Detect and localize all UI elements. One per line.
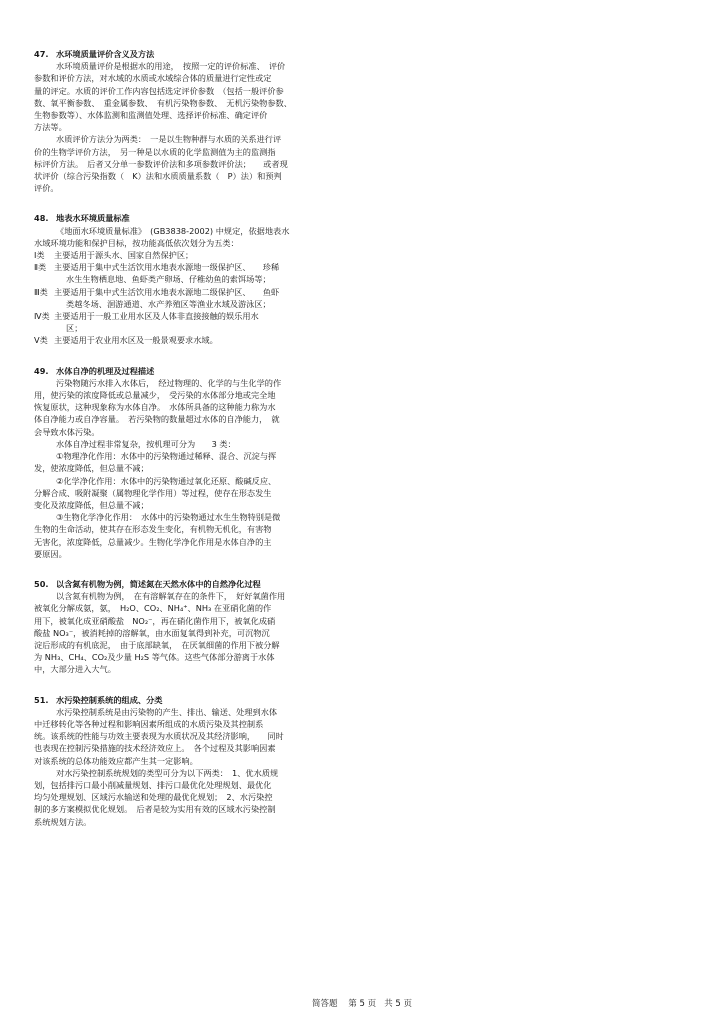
water-class-text: 主要适用于集中式生活饮用水地表水源地二级保护区、 鱼虾 xyxy=(54,286,280,297)
question-number: 51. xyxy=(34,694,49,705)
answer-line: 恢复原状，这种现象称为水体自净。 水体所具备的这种能力称为水 xyxy=(34,402,276,413)
answer-line: 被氧化分解成氨，氨， H₂O、CO₂、NH₄⁺、NH₃ 在亚硝化菌的作 xyxy=(34,603,272,614)
answer-line: 体自净能力或自净容量。 若污染物的数量超过水体的自净能力， 就 xyxy=(34,414,280,425)
water-class-text: 主要适用于源头水、国家自然保护区； xyxy=(54,250,194,261)
answer-line: 统。该系统的性能与功效主要表现为水质状况及其经济影响， 同时 xyxy=(34,731,284,742)
question-heading xyxy=(34,212,352,224)
water-class-row xyxy=(34,286,352,298)
answer-line: 用，使污染的浓度降低或总量减少， 受污染的水体部分地或完全地 xyxy=(34,390,276,401)
answer-line: 数、氧平衡参数、 重金属参数、 有机污染物参数、 无机污染物参数、 xyxy=(34,97,292,108)
answer-line: 无害化，浓度降低，总量减少。生物化学净化作用是水体自净的主 xyxy=(34,536,272,547)
answer-line: 评价。 xyxy=(34,183,59,194)
answer-line: 以含氮有机物为例， 在有溶解氧存在的条件下， 好好氧菌作用 xyxy=(56,591,286,602)
answer-line: ③生物化学净化作用： 水体中的污染物通过水生生物特别是微 xyxy=(56,512,281,523)
question-section xyxy=(34,365,352,560)
water-class-label xyxy=(34,298,54,310)
question-section xyxy=(34,48,352,194)
question-title: 水污染控制系统的组成、分类 xyxy=(56,694,163,705)
water-class-label: Ⅱ类 xyxy=(34,262,47,273)
answer-line: 系统规划方法。 xyxy=(34,816,92,827)
water-class-row xyxy=(34,249,352,261)
document-content xyxy=(34,48,352,846)
answer-line: 中迁移转化等各种过程和影响因素所组成的水质污染及其控制系 xyxy=(34,718,264,729)
water-class-row xyxy=(34,261,352,273)
answer-line: 酸盐 NO₃⁻，被消耗掉的溶解氧，由水面复氧得到补充，可沉物沉 xyxy=(34,627,270,638)
answer-line: ①物理净化作用：水体中的污染物通过稀释、混合、沉淀与挥 xyxy=(56,451,277,462)
water-class-row xyxy=(34,310,352,322)
answer-line: 为 NH₃、CH₄、CO₂及少量 H₂S 等气体。这些气体部分游离于水体 xyxy=(34,652,275,663)
water-class-text: 类越冬场、洄游通道、水产养殖区等渔业水域及游泳区； xyxy=(66,298,271,309)
water-class-text: 主要适用于集中式生活饮用水地表水源地一级保护区、 珍稀 xyxy=(54,262,280,273)
answer-line: 《地面水环境质量标准》 (GB3838-2002) 中规定，依据地表水 xyxy=(56,225,290,236)
answer-line: 参数和评价方法，对水域的水质或水域综合体的质量进行定性或定 xyxy=(34,73,272,84)
answer-line: 发，使浓度降低，但总量不减； xyxy=(34,463,149,474)
answer-line: 方法等。 xyxy=(34,122,67,133)
question-heading xyxy=(34,48,352,60)
answer-line: 量的评定。水质的评价工作内容包括选定评价参数 （包括一般评价参 xyxy=(34,85,284,96)
answer-line: 也表现在控制污染措施的技术经济效应上。 各个过程及其影响因素 xyxy=(34,743,276,754)
water-class-label: Ⅴ类 xyxy=(34,335,48,346)
footer-label: 简答题 xyxy=(311,999,338,1009)
water-class-text: 水生生物栖息地、鱼虾类产卵场、仔稚幼鱼的索饵场等； xyxy=(66,274,271,285)
answer-line: 用下，被氧化成亚硝酸盐 NO₂⁻，再在硝化菌作用下，被氧化成硝 xyxy=(34,615,276,626)
answer-line: 均匀处理规划、区域污水输送和处理的最优化规划； 2、水污染控 xyxy=(34,792,273,803)
question-heading xyxy=(34,578,352,590)
answer-line: 分解合成、吸附凝聚（属物理化学作用）等过程，使存在形态发生 xyxy=(34,487,272,498)
water-class-label: Ⅳ类 xyxy=(34,311,50,322)
footer-total-pages: 共 5 页 xyxy=(384,999,413,1009)
water-class-text: 区； xyxy=(66,323,83,334)
answer-line: 水质评价方法分为两类： 一是以生物种群与水质的关系进行评 xyxy=(56,134,282,145)
answer-line: 水域环境功能和保护目标，按功能高低依次划分为五类： xyxy=(34,237,239,248)
answer-line: 对该系统的总体功能效应都产生其一定影响。 xyxy=(34,755,198,766)
answer-line: 水环境质量评价是根据水的用途， 按照一定的评价标准、 评价 xyxy=(56,61,286,72)
question-number: 48. xyxy=(34,213,49,224)
question-number: 49. xyxy=(34,365,49,376)
answer-line: 对水污染控制系统规划的类型可分为以下两类： 1、优水质规 xyxy=(56,767,279,778)
page-footer xyxy=(0,997,724,1009)
answer-line: 污染物随污水排入水体后， 经过物理的、化学的与生化学的作 xyxy=(56,377,282,388)
answer-line: 制的多方案模拟优化规划。 后者是较为实用有效的区域水污染控制 xyxy=(34,804,276,815)
water-class-row xyxy=(34,334,352,346)
answer-line: ②化学净化作用：水体中的污染物通过氧化还原、酸碱反应、 xyxy=(56,475,277,486)
answer-line: 中，大部分进入大气。 xyxy=(34,664,116,675)
answer-line: 生物参数等）、水体监测和监测值处理、选择评价标准、确定评价 xyxy=(34,110,268,121)
question-heading xyxy=(34,694,352,706)
water-class-label xyxy=(34,273,54,285)
answer-line: 变化及浓度降低，但总量不减； xyxy=(34,499,149,510)
water-class-text: 主要适用于农业用水区及一般景观要求水域。 xyxy=(54,335,218,346)
water-class-label: Ⅲ类 xyxy=(34,286,48,297)
footer-page-number: 第 5 页 xyxy=(348,999,377,1009)
answer-line: 水污染控制系统是由污染物的产生、排出、输送、处理到水体 xyxy=(56,706,278,717)
answer-line: 价的生物学评价方法， 另一种是以水质的化学监测值为主的监测指 xyxy=(34,146,276,157)
answer-line: 要原因。 xyxy=(34,548,67,559)
question-title: 水体自净的机理及过程描述 xyxy=(56,365,155,376)
answer-line: 水体自净过程非常复杂，按机理可分为 3 类： xyxy=(56,438,236,449)
question-number: 50. xyxy=(34,578,49,589)
answer-line: 会导致水体污染。 xyxy=(34,426,100,437)
water-class-row xyxy=(34,298,352,310)
question-title: 以含氮有机物为例，简述氮在天然水体中的自然净化过程 xyxy=(56,578,261,589)
answer-line: 生物的生命活动，使其存在形态发生变化，有机物无机化，有害物 xyxy=(34,524,272,535)
water-class-label: Ⅰ类 xyxy=(34,250,45,261)
water-class-text: 主要适用于一般工业用水区及人体非直接接触的娱乐用水 xyxy=(54,311,259,322)
water-class-label xyxy=(34,322,54,334)
question-title: 水环境质量评价含义及方法 xyxy=(56,49,155,59)
question-section xyxy=(34,578,352,676)
question-number: 47. xyxy=(34,49,49,59)
question-title: 地表水环境质量标准 xyxy=(56,213,130,224)
answer-line: 划，包括排污口最小削减量规划、排污口最优化处理规划、最优化 xyxy=(34,779,272,790)
water-class-row xyxy=(34,273,352,285)
question-heading xyxy=(34,365,352,377)
water-class-row xyxy=(34,322,352,334)
answer-line: 状评价（综合污染指数（ K）法和水质质量系数（ P）法）和预判 xyxy=(34,171,282,182)
answer-line: 标评价方法。 后者又分单一参数评价法和多项参数评价法； 或者现 xyxy=(34,158,288,169)
question-section xyxy=(34,212,352,346)
answer-line: 淀后形成的有机底泥， 由于底部缺氧， 在厌氧细菌的作用下被分解 xyxy=(34,639,280,650)
question-section xyxy=(34,694,352,828)
